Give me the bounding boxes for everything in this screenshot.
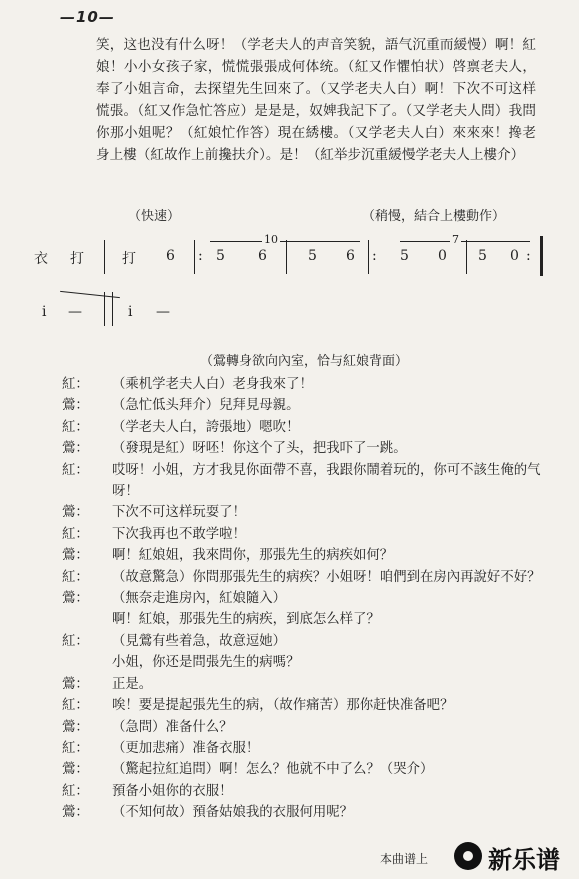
- speaker-label: 鶯：: [62, 441, 89, 457]
- dialogue-line: [62, 738, 552, 759]
- dialogue-line: [62, 438, 552, 459]
- note-6: 6: [166, 248, 175, 264]
- note-5d: 5: [478, 248, 487, 264]
- dialogue-text: （更加悲痛）准备衣服！: [112, 740, 260, 756]
- dialogue-line: [62, 567, 552, 588]
- speaker-label: 紅：: [62, 462, 89, 478]
- speaker-label: 鶯：: [62, 548, 89, 564]
- score-row-second: [0, 304, 579, 324]
- dialogue-text: （学老夫人白，誇張地）嗯吹！: [112, 419, 300, 435]
- instrument-label-yi: 衣: [34, 251, 48, 267]
- barline-3: [286, 240, 287, 274]
- speaker-label: 紅：: [62, 740, 89, 756]
- speaker-label: 鶯：: [62, 398, 89, 414]
- note-6a: 6: [258, 248, 267, 264]
- dialogue-text: 預备小姐你的衣服！: [112, 783, 233, 799]
- speaker-label: 紅：: [62, 633, 89, 649]
- repeat-mark-3: :: [526, 248, 531, 264]
- dialogue-line: [62, 631, 552, 652]
- barline-row2-1: [104, 292, 105, 326]
- dialogue-text: （急問）准备什么？: [112, 719, 233, 735]
- dialogue-text: （無奈走進房內，紅娘隨入）: [112, 591, 287, 607]
- speaker-label: 鶯：: [62, 719, 89, 735]
- note-0b: 0: [510, 248, 519, 264]
- logo-text: 新乐谱: [488, 846, 560, 874]
- dialogue-block: [62, 374, 552, 824]
- bracket-line-10: [210, 241, 360, 242]
- note-i-1: i: [42, 304, 47, 320]
- note-5b: 5: [308, 248, 317, 264]
- note-5c: 5: [400, 248, 409, 264]
- note-6b: 6: [346, 248, 355, 264]
- barline-5: [466, 240, 467, 274]
- tempo-marking-fast: （快速）: [128, 209, 181, 224]
- repeat-mark-2: :: [372, 248, 377, 264]
- dialogue-text: 正是。: [112, 676, 153, 692]
- bracket-line-7: [400, 241, 530, 242]
- tempo-marking-slow: （稍慢，結合上樓動作）: [362, 209, 506, 224]
- dialogue-text: （急忙低头拜介）兒拜見母親。: [112, 398, 300, 414]
- dialogue-line: [62, 417, 552, 438]
- stage-direction: （鶯轉身欲向內室，恰与紅娘背面）: [200, 354, 409, 369]
- dialogue-line: [62, 652, 552, 673]
- speaker-label: 紅：: [62, 783, 89, 799]
- dialogue-text: （乘机学老夫人白）老身我來了！: [112, 377, 313, 392]
- dialogue-text: 哎呀！小姐，方才我見你面帶不喜，我跟你鬧着玩的，你可不該生俺的气呀！: [112, 462, 541, 500]
- dialogue-text: （發現是紅）呀呸！你这个了头，把我吓了一跳。: [112, 441, 407, 457]
- barline-end: [540, 236, 543, 276]
- dialogue-line: [62, 460, 552, 503]
- site-logo: [452, 838, 576, 874]
- dialogue-line: [62, 759, 552, 780]
- slur-line: [60, 291, 120, 298]
- record-disc-icon: [454, 842, 482, 870]
- speaker-label: 鶯：: [62, 591, 89, 607]
- dialogue-line: [62, 588, 552, 609]
- note-da: 打: [122, 251, 136, 267]
- dialogue-line: [62, 781, 552, 802]
- barline-1: [104, 240, 105, 274]
- dialogue-text: （見鶯有些着急，故意逗她）: [112, 633, 287, 649]
- dialogue-line: [62, 502, 552, 523]
- page-number: —10—: [60, 8, 115, 26]
- speaker-label: 鶯：: [62, 805, 89, 821]
- bracket-label-7: 7: [452, 233, 459, 246]
- dash-2: —: [156, 304, 170, 320]
- speaker-label: 紅：: [62, 698, 89, 714]
- dialogue-text: （不知何故）預备姑娘我的衣服何用呢？: [112, 805, 354, 821]
- dialogue-line: [62, 524, 552, 545]
- dialogue-line: [62, 545, 552, 566]
- dialogue-line: [62, 674, 552, 695]
- note-i-2: i: [128, 304, 133, 320]
- note-0a: 0: [438, 248, 447, 264]
- dialogue-line: [62, 695, 552, 716]
- dialogue-text: 下次我再也不敢学啦！: [112, 526, 246, 542]
- opening-paragraph: [96, 34, 536, 166]
- dialogue-line: [62, 717, 552, 738]
- score-row-percussion: [0, 248, 579, 268]
- speaker-label: 紅：: [62, 569, 89, 585]
- bracket-label-10: 10: [264, 233, 278, 246]
- dialogue-line: [62, 609, 552, 630]
- speaker-label: 紅：: [62, 419, 89, 435]
- dialogue-line: [62, 395, 552, 416]
- dialogue-text: 啊！紅娘姐，我來問你，那張先生的病疾如何？: [112, 548, 394, 564]
- speaker-label: 鶯：: [62, 762, 89, 778]
- instrument-label-da: 打: [70, 251, 84, 267]
- dialogue-text: （故意驚急）你問那張先生的病疾？小姐呀！咱們到在房內再說好不好？: [112, 569, 541, 585]
- dialogue-text: 啊！紅娘，那張先生的病疾，到底怎么样了？: [112, 612, 380, 628]
- speaker-label: 紅：: [62, 526, 89, 542]
- barline-4: [368, 240, 369, 274]
- dialogue-line: [62, 802, 552, 823]
- barline-2: [194, 240, 195, 274]
- dialogue-text: 下次不可这样玩耍了！: [112, 505, 246, 521]
- speaker-label: 鶯：: [62, 505, 89, 521]
- speaker-label: 紅：: [62, 377, 89, 392]
- paragraph-text: 笑，这也没有什么呀！（学老夫人的声音笑貌，語气沉重而緩慢）啊！紅娘！小小女孩子家，慌慌張張成何体统。（紅又作懼怕状）啓禀老夫人，奉了小姐言命，去探望先生回來了。（又学老夫人白）啊！下次不可这样慌張。（紅又作急忙答应）是是是，奴婢我記下了。（又学老夫人問）我問你那小姐呢？（紅娘忙作答）現在綉樓。（又学老夫人白）來來來！搀老身上樓（紅故作上前攙扶介）。是！（紅举步沉重緩慢学老夫人上樓介）: [96, 37, 536, 163]
- dialogue-text: 唉！要是提起張先生的病，（故作痛苦）那你赶快准备吧？: [112, 698, 454, 714]
- dialogue-text: 小姐，你还是問張先生的病嗎？: [112, 655, 300, 671]
- footer-source-text: 本曲谱上: [380, 852, 429, 866]
- speaker-label: 鶯：: [62, 676, 89, 692]
- note-5a: 5: [216, 248, 225, 264]
- dialogue-line: [62, 374, 552, 395]
- dash-1: —: [68, 304, 82, 320]
- dialogue-text: （驚起拉紅追問）啊！怎么？他就不中了么？（哭介）: [112, 762, 434, 778]
- repeat-mark-1: :: [198, 248, 203, 264]
